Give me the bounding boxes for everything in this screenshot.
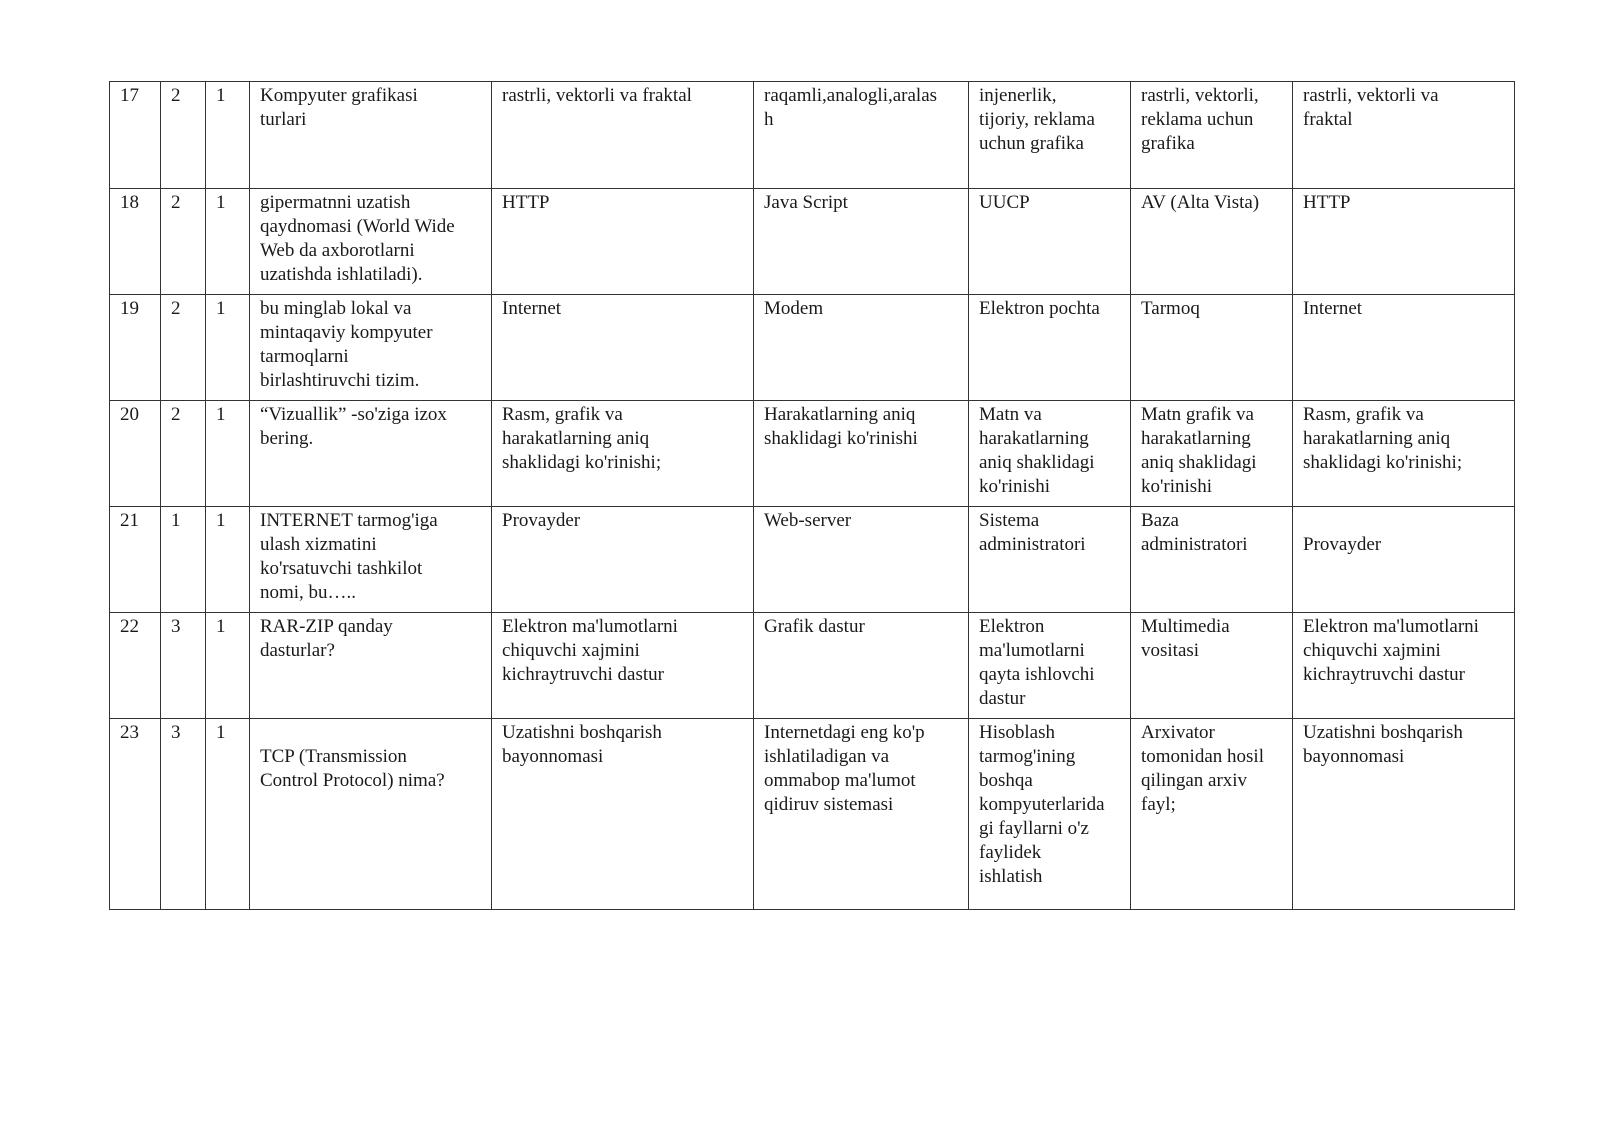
- option-1: Uzatishni boshqarish bayonnomasi: [502, 722, 662, 767]
- option-2-cell: [754, 295, 969, 401]
- option-4: Matn grafik va harakatlarning aniq shaklidagi ko'rinishi: [1141, 404, 1257, 497]
- question-text-cell: [250, 613, 492, 719]
- option-4: Baza administratori: [1141, 510, 1248, 555]
- test-questions-table: [109, 81, 1515, 910]
- option-4: Arxivator tomonidan hosil qilingan arxiv fayl;: [1141, 722, 1264, 815]
- table-row: [110, 613, 1515, 719]
- option-4: AV (Alta Vista): [1141, 192, 1260, 213]
- question-number: 17: [120, 85, 139, 106]
- question-text: bu minglab lokal va mintaqaviy kompyuter tarmoqlarni birlashtiruvchi tizim.: [260, 298, 433, 391]
- option-4-cell: [1131, 189, 1293, 295]
- question-text-cell: [250, 719, 492, 910]
- score-value-cell: [206, 82, 250, 189]
- table-row: [110, 189, 1515, 295]
- option-2: Harakatlarning aniq shaklidagi ko'rinishi: [764, 404, 918, 449]
- question-number-cell: [110, 719, 161, 910]
- question-number: 18: [120, 192, 139, 213]
- option-1-cell: [492, 401, 754, 507]
- option-4-cell: [1131, 401, 1293, 507]
- question-number-cell: [110, 507, 161, 613]
- correct-answer-cell: [1293, 189, 1515, 295]
- score-value-cell: [206, 401, 250, 507]
- question-text-cell: [250, 401, 492, 507]
- score-value: 1: [216, 192, 226, 213]
- correct-answer: HTTP: [1303, 192, 1351, 213]
- option-1: Provayder: [502, 510, 581, 531]
- option-2: raqamli,analogli,aralas h: [764, 85, 938, 130]
- question-number: 22: [120, 616, 139, 637]
- difficulty-level: 3: [171, 616, 181, 637]
- option-4: Tarmoq: [1141, 298, 1200, 319]
- score-value: 1: [216, 298, 226, 319]
- option-3-cell: [969, 507, 1131, 613]
- question-text: Kompyuter grafikasi turlari: [260, 85, 418, 130]
- question-number: 20: [120, 404, 139, 425]
- question-number-cell: [110, 613, 161, 719]
- option-1-cell: [492, 295, 754, 401]
- correct-answer-cell: [1293, 613, 1515, 719]
- question-text-cell: [250, 82, 492, 189]
- score-value-cell: [206, 613, 250, 719]
- option-1: rastrli, vektorli va fraktal: [502, 85, 692, 106]
- score-value-cell: [206, 507, 250, 613]
- question-number-cell: [110, 401, 161, 507]
- option-4-cell: [1131, 82, 1293, 189]
- table-row: [110, 82, 1515, 189]
- option-1: HTTP: [502, 192, 550, 213]
- difficulty-level-cell: [161, 613, 206, 719]
- difficulty-level: 2: [171, 298, 181, 319]
- correct-answer: Rasm, grafik va harakatlarning aniq shaklidagi ko'rinishi;: [1303, 404, 1463, 473]
- table-row: [110, 401, 1515, 507]
- option-4-cell: [1131, 719, 1293, 910]
- difficulty-level: 2: [171, 192, 181, 213]
- difficulty-level-cell: [161, 401, 206, 507]
- score-value-cell: [206, 295, 250, 401]
- correct-answer-cell: [1293, 719, 1515, 910]
- option-1: Rasm, grafik va harakatlarning aniq shaklidagi ko'rinishi;: [502, 404, 662, 473]
- table-row: [110, 295, 1515, 401]
- option-3: Elektron pochta: [979, 298, 1100, 319]
- correct-answer-cell: [1293, 82, 1515, 189]
- question-text-cell: [250, 507, 492, 613]
- option-3-cell: [969, 613, 1131, 719]
- option-2-cell: [754, 401, 969, 507]
- difficulty-level: 2: [171, 85, 181, 106]
- score-value: 1: [216, 510, 226, 531]
- option-2: Internetdagi eng ko'p ishlatiladigan va ommabop ma'lumot qidiruv sistemasi: [764, 722, 925, 815]
- score-value: 1: [216, 404, 226, 425]
- option-1: Elektron ma'lumotlarni chiquvchi xajmini kichraytruvchi dastur: [502, 616, 678, 685]
- difficulty-level-cell: [161, 189, 206, 295]
- option-4-cell: [1131, 613, 1293, 719]
- option-4: Multimedia vositasi: [1141, 616, 1230, 661]
- option-2-cell: [754, 507, 969, 613]
- difficulty-level: 1: [171, 510, 181, 531]
- question-number: 19: [120, 298, 139, 319]
- option-3: injenerlik, tijoriy, reklama uchun grafika: [979, 85, 1095, 154]
- option-2: Modem: [764, 298, 824, 319]
- correct-answer: Uzatishni boshqarish bayonnomasi: [1303, 722, 1463, 767]
- difficulty-level-cell: [161, 507, 206, 613]
- option-2-cell: [754, 82, 969, 189]
- question-number: 23: [120, 722, 139, 743]
- option-3-cell: [969, 719, 1131, 910]
- option-3-cell: [969, 401, 1131, 507]
- option-3: Elektron ma'lumotlarni qayta ishlovchi dastur: [979, 616, 1095, 709]
- question-text: INTERNET tarmog'iga ulash xizmatini ko'rsatuvchi tashkilot nomi, bu…..: [260, 510, 438, 603]
- question-number-cell: [110, 189, 161, 295]
- score-value-cell: [206, 189, 250, 295]
- difficulty-level: 3: [171, 722, 181, 743]
- option-2: Grafik dastur: [764, 616, 865, 637]
- option-3-cell: [969, 189, 1131, 295]
- option-4: rastrli, vektorli, reklama uchun grafika: [1141, 85, 1259, 154]
- question-number: 21: [120, 510, 139, 531]
- difficulty-level-cell: [161, 82, 206, 189]
- correct-answer-cell: [1293, 295, 1515, 401]
- correct-answer-cell: [1293, 401, 1515, 507]
- option-1-cell: [492, 613, 754, 719]
- difficulty-level-cell: [161, 295, 206, 401]
- correct-answer-cell: [1293, 507, 1515, 613]
- option-1-cell: [492, 189, 754, 295]
- score-value: 1: [216, 722, 226, 743]
- option-2-cell: [754, 613, 969, 719]
- question-text: RAR-ZIP qanday dasturlar?: [260, 616, 393, 661]
- question-text: gipermatnni uzatish qaydnomasi (World Wide Web da axborotlarni uzatishda ishlatiladi).: [260, 192, 455, 285]
- correct-answer: Elektron ma'lumotlarni chiquvchi xajmini kichraytruvchi dastur: [1303, 616, 1479, 685]
- option-4-cell: [1131, 507, 1293, 613]
- option-3-cell: [969, 82, 1131, 189]
- question-text: “Vizuallik” -so'ziga izox bering.: [260, 404, 447, 449]
- option-3-cell: [969, 295, 1131, 401]
- option-3: Hisoblash tarmog'ining boshqa kompyuterlarida gi fayllarni o'z faylidek ishlatish: [979, 722, 1105, 887]
- table-row: [110, 719, 1515, 910]
- question-text-cell: [250, 189, 492, 295]
- question-text: TCP (Transmission Control Protocol) nima?: [260, 746, 445, 791]
- option-2: Java Script: [764, 192, 848, 213]
- score-value: 1: [216, 85, 226, 106]
- option-3: UUCP: [979, 192, 1030, 213]
- question-text-cell: [250, 295, 492, 401]
- correct-answer: Provayder: [1303, 534, 1382, 555]
- option-2-cell: [754, 189, 969, 295]
- score-value-cell: [206, 719, 250, 910]
- correct-answer: rastrli, vektorli va fraktal: [1303, 85, 1439, 130]
- option-4-cell: [1131, 295, 1293, 401]
- option-2-cell: [754, 719, 969, 910]
- score-value: 1: [216, 616, 226, 637]
- option-3: Sistema administratori: [979, 510, 1086, 555]
- option-3: Matn va harakatlarning aniq shaklidagi ko'rinishi: [979, 404, 1095, 497]
- table-row: [110, 507, 1515, 613]
- option-1-cell: [492, 507, 754, 613]
- option-1-cell: [492, 719, 754, 910]
- correct-answer: Internet: [1303, 298, 1363, 319]
- question-number-cell: [110, 82, 161, 189]
- question-number-cell: [110, 295, 161, 401]
- difficulty-level-cell: [161, 719, 206, 910]
- difficulty-level: 2: [171, 404, 181, 425]
- option-2: Web-server: [764, 510, 852, 531]
- option-1-cell: [492, 82, 754, 189]
- option-1: Internet: [502, 298, 562, 319]
